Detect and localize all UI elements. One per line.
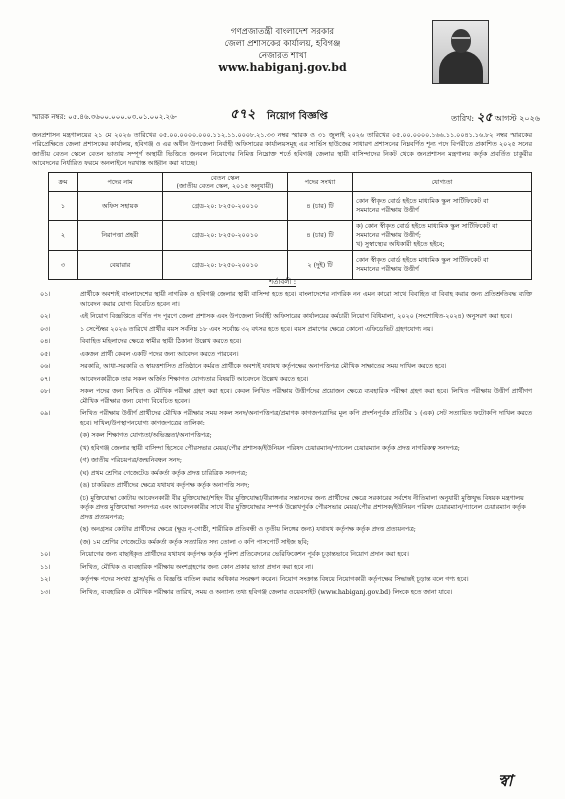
document-subitem: (ঙ) চাকরিরত প্রার্থীদের ক্ষেত্রে যথাযথ কর্তৃপক্ষ কর্তৃক অনাপত্তি সনদ; — [80, 482, 250, 489]
row-serial: ১ — [49, 192, 78, 221]
term-text: লিখিত, ব্যবহারিক ও মৌখিক পরীক্ষার তারিখ, সময় ও অন্যান্য তথ্য হবিগঞ্জ জেলার ওয়েবসাইট (www.habiganj.gov.bd) লিংকে হতে জানা যাবে। — [80, 588, 453, 596]
qualification-line: সমমানের পরীক্ষায় উত্তীর্ণ — [356, 206, 419, 214]
date-day: ২৫ — [476, 110, 493, 124]
document-subitem: (ছ) অনগ্রসর কোটার প্রার্থীদের ক্ষেত্রে (ক্ষুদ্র নৃ-গোষ্ঠী, শারীরিক প্রতিবন্ধী ও তৃতীয় লিঙ্গের জন্য) যথাযথ কর্তৃপক্ষ কর্তৃক প্রদত্ত প্রত্যয়নপত্র; — [80, 526, 416, 533]
row-scale: গ্রেড-২০: ৮২৫০-২০০১০ — [163, 251, 288, 280]
term-number: ১২। — [40, 576, 51, 583]
term-number: ০৩। — [40, 325, 51, 333]
term-text: বিবাহিত মহিলাদের ক্ষেত্রে স্বামীর স্থায়ী ঠিকানা উল্লেখ করতে হবে। — [80, 338, 242, 345]
term-text: আবেদনকারীকে তার সকল অর্জিত শিক্ষাগত যোগ্যতার বিষয়টি আবেদনে উল্লেখ করতে হবে। — [80, 375, 309, 383]
term-text: কর্তৃপক্ষ পদের সংখ্যা হ্রাস/বৃদ্ধি ও বিজ্ঞপ্তি বাতিল করার অধিকার সংরক্ষণ করেন। নিয়োগ সংক্রান্ত বিষয়ে নিয়োগকারী কর্তৃপক্ষের সিদ্ধান্তই চূড়ান্ত বলে গণ্য হবে। — [80, 576, 469, 583]
term-item — [40, 550, 532, 560]
document-subitem: (খ) হবিগঞ্জ জেলার স্থায়ী বাসিন্দা হিসেবে পৌরসভার মেয়র/পৌর প্রশাসক/ইউনিয়ন পরিষদ চেয়ারম্যান/প্যানেল চেয়ারম্যান কর্তৃক প্রদত্ত নাগরিকত্ব সনদপত্র; — [80, 444, 460, 452]
term-text: প্রার্থীকে অবশ্যই বাংলাদেশের স্থায়ী নাগরিক ও হবিগঞ্জ জেলার স্থায়ী বাসিন্দা হতে হবে। বাংলাদেশের নাগরিক নন এমন কারো সাথে বিবাহিত বা বিবাহ করার জন্য প্রতিশ্রুতিবদ্ধ ব্যক্তি আবেদন করার যোগ্য বিবেচিত হবেন না। — [80, 291, 532, 308]
col-qualification: যোগ্যতা — [353, 173, 532, 192]
term-item — [40, 563, 532, 573]
memo-date — [451, 109, 540, 129]
document-subitem: (চ) মুক্তিযোদ্ধা কোটায় আবেদনকারী বীর মুক্তিযোদ্ধা/শহিদ বীর মুক্তিযোদ্ধা/বীরাঙ্গনার সন্তানদের জন্য প্রার্থীদের ক্ষেত্রে সরকারের সর্বশেষ নীতিমালা অনুযায়ী মুক্তিযুদ্ধ বিষয়ক মন্ত্রণালয় কর্তৃক প্রদত্ত মুক্তিযোদ্ধা সনদপত্র এবং আবেদনকারীর সাথে বীর মুক্তিযোদ্ধার সম্পর্ক উল্লেখপূর্বক পৌরসভার মেয়র/পৌর প্রশাসক/ইউনিয়ন পরিষদ চেয়ারম্যান/প্যানেল চেয়ারম্যান কর্তৃক প্রদত্ত প্রত্যয়নপত্র; — [80, 494, 526, 521]
term-item — [40, 350, 532, 360]
term-item — [40, 588, 532, 598]
term-number: ০৬। — [40, 363, 51, 370]
term-number: ০৪। — [40, 338, 51, 345]
memo-line — [32, 107, 540, 124]
term-item — [40, 362, 532, 372]
row-post: অফিস সহায়ক — [78, 192, 163, 221]
term-text: সরকারি, আধা-সরকারি ও স্বায়ত্তশাসিত প্রতিষ্ঠানে কর্মরত প্রার্থীকে অবশ্যই যথাযথ কর্তৃপক্ষের অনাপত্তিপত্র মৌখিক সাক্ষাতের সময় দাখিল করতে হবে। — [80, 363, 447, 370]
col-scale: বেতন স্কেল (জাতীয় বেতন স্কেল, ২০১৫ অনুযায়ী) — [163, 173, 288, 192]
qualification-line: কোন স্বীকৃত বোর্ড হইতে মাধ্যমিক স্কুল সার্টিফিকেট বা — [356, 256, 489, 264]
document-subitem: (গ) জাতীয় পরিচয়পত্র/জন্মনিবন্ধন সনদ; — [80, 457, 182, 464]
term-text: লিখিত, মৌখিক ও ব্যবহারিক পরীক্ষায় অংশগ্রহণের জন্য কোন প্রকার ভাতা প্রদান করা হবে না। — [80, 563, 314, 571]
term-number: ০৮। — [40, 388, 51, 395]
term-number: ১১। — [40, 563, 51, 571]
term-item — [40, 375, 532, 385]
header-line-1: গণপ্রজাতন্ত্রী বাংলাদেশ সরকার — [230, 27, 335, 37]
notice-title: নিয়োগ বিজ্ঞপ্তি — [267, 111, 328, 122]
document-subitem: (ঘ) প্রথম শ্রেণির গেজেটেড কর্মকর্তা কর্তৃক প্রদত্ত চারিত্রিক সনদপত্র; — [80, 469, 248, 477]
term-item — [40, 387, 532, 406]
term-text: একজন প্রার্থী কেবল একটি পদের জন্য আবেদন করতে পারবেন। — [80, 350, 239, 358]
term-item — [40, 575, 532, 585]
qualification-line: খ) সুস্বাস্থ্যের অধিকারী হইতে হইবে; — [356, 240, 445, 248]
intro-paragraph: জনপ্রশাসন মন্ত্রণালয়ের ২১ মে ২০২৬ তারিখের ০৫.০০.০০০০.০০০.১১২.১১.০০০৮.২১.৩৩ নম্বর স্মারক ও ৩১ জুলাই ২০২৬ তারিখের ০৫.০০.০০০০.১৬৬.১১.০০৪১.১৬.৮২ নম্বর স্মারকের পরিপ্রেক্ষিতে জেলা প্রশাসকের কার্যালয়, হবিগঞ্জ ও এর অধীন উপজেলা নির্বাহী অফিসারের কার্যালয়সমূহ এর সার্ভিস হাউজের সাধারণ প্রশাসনের নিম্নবর্ণিত শূন্য পদে বিপরীতে প্রকাশিত ২০২৫ সনের জাতীয় বেতন স্কেলে বেতন ভাতায় সম্পূর্ণ অস্থায়ী ভিত্তিতে জনবল নিয়োগের নিমিত্ত নিম্নোক্ত শর্তে হবিগঞ্জ জেলার স্থায়ী বাসিন্দাদের নিকট থেকে জনপ্রশাসন মন্ত্রণালয় কর্তৃক প্রবর্তিত চাকুরীর আবেদনের নির্ধারিত ফরমে অনলাইনে দরখাস্ত আহ্বান করা যাচ্ছে। — [32, 131, 532, 168]
table-header-row — [49, 173, 532, 192]
term-text: নিয়োগের জন্য বাছাইকৃত প্রার্থীদের যথাযথ কর্তৃপক্ষ কর্তৃক পুলিশ প্রতিবেদনের ভেরিফিকেশন পূর্বক চূড়ান্তভাবে নিয়োগ প্রদান করা হবে। — [80, 551, 409, 558]
row-count: ২ (দুই) টি — [288, 251, 353, 280]
row-scale: গ্রেড-২০: ৮২৫০-২০০১০ — [163, 221, 288, 251]
term-text: এই নিয়োগ বিজ্ঞপ্তিতে বর্ণিত পদ পূরণে জেলা প্রশাসক এবং উপজেলা নির্বাহী অফিসারের কার্যালয়ের কর্মচারী নিয়োগ বিধিমালা, ২০২০ (সংশোধিত-২০২৪) অনুসরণ করা হবে। — [80, 313, 513, 320]
term-number: ১৩। — [40, 588, 51, 596]
row-qualification — [353, 221, 532, 251]
term-item — [40, 325, 532, 335]
signature: স্বা — [498, 771, 513, 790]
document-subitem: (ক) সকল শিক্ষাগত যোগ্যতা/অভিজ্ঞতা/অনাপত্তিপত্র; — [80, 432, 212, 439]
term-number: ০৫। — [40, 350, 51, 358]
row-count: ৪ (চার) টি — [288, 221, 353, 251]
term-text: সকল পদের জন্য লিখিত ও মৌখিক পরীক্ষা গ্রহণ করা হবে। কেবল লিখিত পরীক্ষায় উত্তীর্ণদের প্রয়োজন ক্ষেত্রে ব্যবহারিক পরীক্ষা গ্রহণ করা হবে। লিখিত পরীক্ষায় উত্তীর্ণ প্রার্থীগণ মৌখিক পরীক্ষার জন্য যোগ্য বিবেচিত হবেন। — [80, 388, 532, 405]
table-row — [49, 192, 532, 221]
row-post: বেয়ারার — [78, 251, 163, 280]
row-post: নিরাপত্তা প্রহরী — [78, 221, 163, 251]
qualification-line: ক) কোন স্বীকৃত বোর্ড হইতে মাধ্যমিক স্কুল সার্টিফিকেট বা — [356, 222, 498, 230]
table-row — [49, 221, 532, 251]
term-number: ১০। — [40, 551, 51, 558]
row-serial: ২ — [49, 221, 78, 251]
term-item — [40, 409, 532, 428]
website-link[interactable]: www.habiganj.gov.bd — [218, 61, 347, 74]
col-serial: ক্রম — [49, 173, 78, 192]
date-rest: আগস্ট ২০২৬ — [494, 114, 540, 123]
row-count: ৪ (চার) টি — [288, 192, 353, 221]
date-label: তারিখ: — [451, 114, 475, 123]
document-subitem: (জ) ১ম শ্রেণির গেজেটেড কর্মকর্তা কর্তৃক সত্যায়িত সদ্য তোলা ৩ কপি পাসপোর্ট সাইজ ছবি; — [80, 538, 309, 546]
term-text: ১ সেপ্টেম্বর ২০২৬ তারিখে প্রার্থীর বয়স সর্বনিম্ন ১৮ এবং সর্বোচ্চ ৩২ বৎসর হতে হবে। বয়স প্রমাণের ক্ষেত্রে কোনো এফিডেভিট গ্রহণযোগ্য নয়। — [80, 325, 433, 333]
qualification-line: কোন স্বীকৃত বোর্ড হইতে মাধ্যমিক স্কুল সার্টিফিকেট বা — [356, 197, 489, 205]
col-count: পদের সংখ্যা — [288, 173, 353, 192]
term-text: লিখিত পরীক্ষায় উত্তীর্ণ প্রার্থীদের মৌখিক পরীক্ষার সময় সকল সনদ/অনাপত্তিপত্র/প্রমাণক কাগজপত্রাদির মূল কপি প্রদর্শনপূর্বক প্রতিটির ১ (এক) সেট সত্যায়িত ফটোকপি দাখিল করতে হবে। দাখিল/উপস্থাপনযোগ্য কাগজপত্রের তালিকা: — [80, 410, 532, 427]
term-item — [40, 290, 532, 309]
qualification-line: সমমানের পরীক্ষায় উত্তীর্ণ; — [356, 231, 422, 239]
posts-table — [48, 172, 532, 280]
terms-list — [40, 290, 532, 600]
portrait-body — [439, 51, 483, 84]
term-number: ০৯। — [40, 410, 51, 417]
header-line-2: জেলা প্রশাসকের কার্যালয়, হবিগঞ্জ — [224, 39, 341, 49]
term-number: ০১। — [40, 291, 51, 298]
qualification-line: সমমানের পরীক্ষায় উত্তীর্ণ — [356, 265, 419, 273]
portrait-photo — [432, 20, 489, 84]
row-serial: ৩ — [49, 251, 78, 280]
row-scale: গ্রেড-২০: ৮২৫০-২০০১০ — [163, 192, 288, 221]
terms-heading — [0, 276, 565, 288]
terms-heading-text: শর্তাবলী : — [268, 278, 297, 286]
col-post: পদের নাম — [78, 173, 163, 192]
memo-number: স্মারক নম্বর: ০৫.৪৬.৩৬০০.০০০.০৩.০১.০০২.২৬- — [32, 113, 178, 121]
row-qualification — [353, 192, 532, 221]
term-item — [40, 312, 532, 322]
term-number: ০২। — [40, 313, 51, 320]
term-number: ০৭। — [40, 375, 51, 383]
portrait-glasses — [452, 37, 470, 43]
header-line-3: নেজারত শাখা — [258, 51, 307, 61]
office-header — [170, 26, 395, 74]
memo-handwritten-number: ৫৭২ — [230, 107, 256, 122]
term-item — [40, 337, 532, 347]
